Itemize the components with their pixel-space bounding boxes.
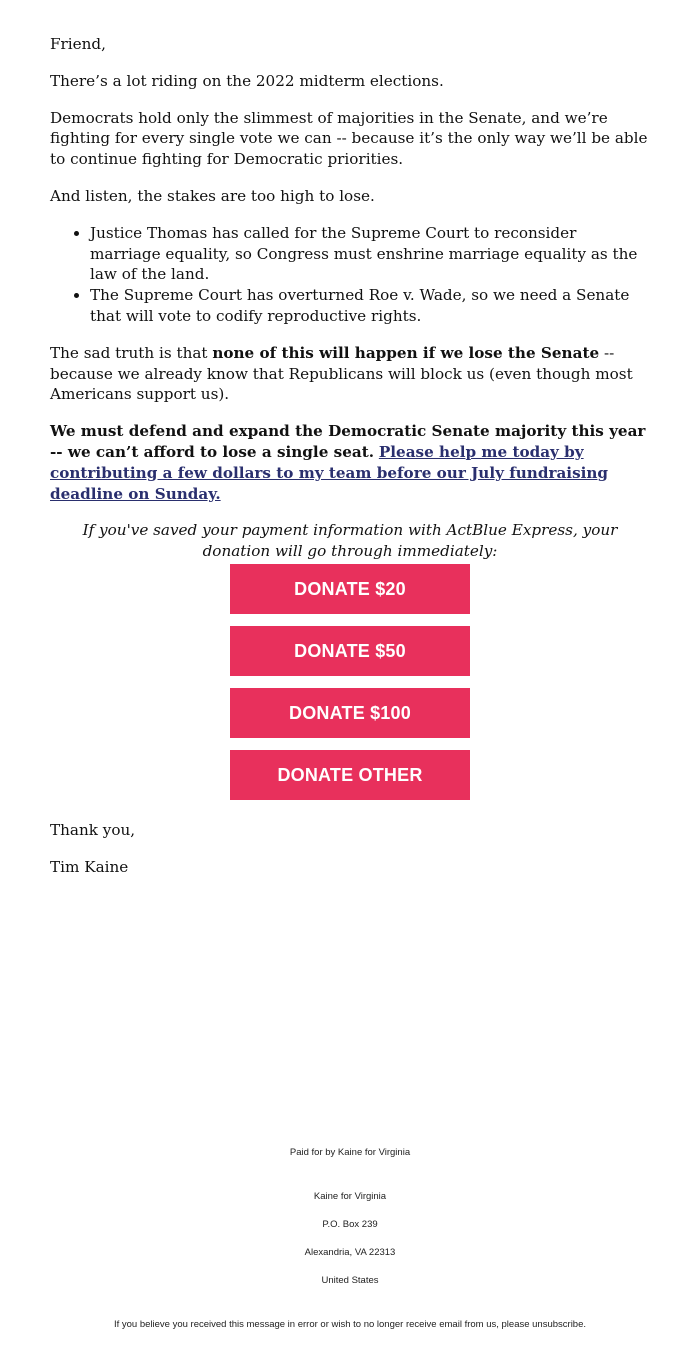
paid-for-disclaimer: Paid for by Kaine for Virginia	[289, 1147, 411, 1158]
stakes-paragraph: And listen, the stakes are too high to lose.	[50, 186, 375, 205]
call-to-action-paragraph	[50, 421, 650, 504]
footer	[0, 1146, 700, 1332]
intro-paragraph: There’s a lot riding on the 2022 midterm elections.	[50, 71, 444, 90]
stakes-list	[50, 223, 650, 327]
senate-paragraph	[50, 343, 650, 405]
signoff	[50, 820, 650, 894]
greeting: Friend,	[50, 35, 106, 53]
footer-po-box: P.O. Box 239	[322, 1219, 378, 1230]
senate-paragraph-start: The sad truth is that	[50, 343, 213, 362]
thanks-text: Thank you,	[50, 821, 136, 839]
senate-paragraph-emphasis: none of this will happen if we lose the Senate	[212, 343, 600, 362]
footer-city: Alexandria, VA 22313	[304, 1247, 396, 1258]
footer-org: Kaine for Virginia	[313, 1191, 387, 1202]
call-to-action-emphasis: We must defend and expand the Democratic Senate majority this year -- we can’t afford to lose a single seat.	[50, 422, 646, 461]
donate-50-button[interactable]: DONATE $50	[230, 626, 470, 676]
signature-name: Tim Kaine	[50, 857, 129, 876]
donate-20-button[interactable]: DONATE $20	[230, 564, 470, 614]
majority-paragraph: Democrats hold only the slimmest of majorities in the Senate, and we’re fighting for every single vote we can -- because it’s the only way we’ll be able to continue fighting for Democratic priorities.	[50, 108, 648, 169]
donate-100-button[interactable]: DONATE $100	[230, 688, 470, 738]
email-body	[50, 34, 650, 578]
list-item: • Justice Thomas has called for the Supreme Court to reconsider marriage equality, so Congress must enshrine marriage equality as the law of the land.	[90, 223, 650, 285]
footer-country: United States	[321, 1275, 379, 1286]
donate-other-button[interactable]: DONATE OTHER	[230, 750, 470, 800]
unsubscribe-notice[interactable]: If you believe you received this message in error or wish to no longer receive email from us, please unsubscribe.	[113, 1319, 587, 1330]
actblue-note: If you've saved your payment information with ActBlue Express, your donation will go through immediately:	[82, 521, 618, 561]
donate-buttons	[230, 564, 470, 812]
senate-paragraph-end: -- because we already know that Republicans will block us (even though most Americans support us).	[50, 343, 633, 404]
contribute-link[interactable]: Please help me today by contributing a few dollars to my team before our July fundraising deadline on Sunday.	[50, 442, 609, 503]
list-item: • The Supreme Court has overturned Roe v. Wade, so we need a Senate that will vote to codify reproductive rights.	[90, 285, 650, 327]
